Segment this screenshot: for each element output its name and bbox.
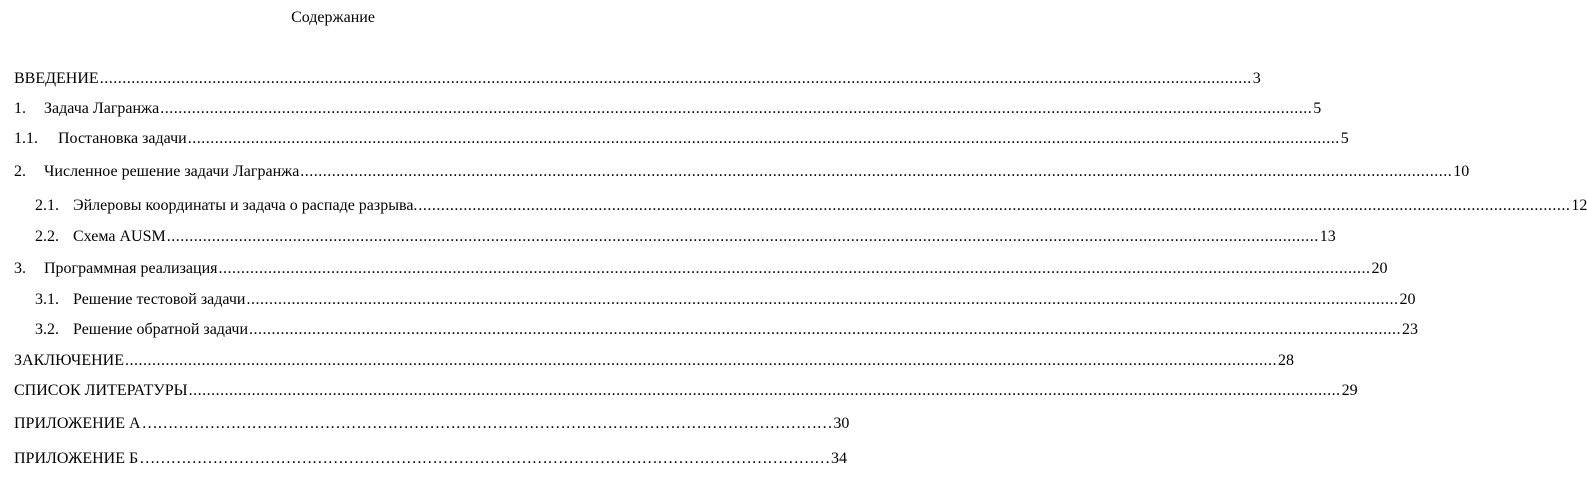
toc-entry-number: 2.1. [35,197,59,214]
toc-entry-number: 3.1. [35,291,59,308]
toc-entry-leader: ................................................................................................................................................................................................................................................................ [218,260,1371,277]
toc-entry-leader: ................................................................................................................................................................................................................................................................ [246,291,1399,308]
toc-entry-page: 3 [1252,70,1261,87]
toc-entry-page: 34 [831,450,848,467]
toc-entry-label: ПРИЛОЖЕНИЕ Б [14,450,139,467]
toc-entry-page: 30 [833,415,850,432]
toc-entry-appendix-a [14,414,850,434]
toc-entry-section-1-1 [14,129,1349,149]
toc-entry-introduction [14,69,1261,89]
toc-entry-section-3-1 [35,290,1416,310]
toc-entry-label: ЗАКЛЮЧЕНИЕ [14,352,124,369]
toc-entry-number: 1. [14,100,26,117]
toc-entry-label: СПИСОК ЛИТЕРАТУРЫ [14,382,188,399]
toc-entry-page: 20 [1399,291,1416,308]
toc-entry-section-2-2 [35,227,1336,247]
toc-entry-page: 29 [1341,382,1358,399]
toc-entry-leader: ................................................................................................................................................................................................................................................................ [249,321,1402,338]
toc-entry-leader: ................................................................................................................................................................................................................................................................ [187,130,1340,147]
toc-entry-appendix-b [14,449,848,469]
toc-entry-label: Задача Лагранжа [44,100,160,117]
toc-entry-page: 5 [1313,100,1322,117]
toc-entry-section-2-1 [35,196,1587,216]
toc-entry-page: 23 [1402,321,1419,338]
toc-entry-page: 5 [1340,130,1349,147]
toc-entry-section-2 [14,162,1470,182]
toc-entry-page: 12 [1571,197,1587,214]
toc-entry-section-1 [14,99,1322,119]
toc-entry-label: Программная реализация [44,260,218,277]
toc-entry-leader: ................................................................................................................................................................................................................................................................ [418,197,1571,214]
toc-entry-leader: …………………………………………………………………………………………………………………… [141,415,833,432]
toc-entry-page: 28 [1277,352,1294,369]
toc-entry-section-3 [14,259,1388,279]
toc-entry-leader: ................................................................................................................................................................................................................................................................ [166,228,1319,245]
toc-entry-page: 13 [1319,228,1336,245]
toc-entry-references [14,381,1358,401]
toc-entry-leader: ................................................................................................................................................................................................................................................................ [188,382,1341,399]
toc-entry-page: 10 [1453,163,1470,180]
toc-entry-label: Схема AUSM [73,228,166,245]
toc-entry-label: Численное решение задачи Лагранжа [44,163,300,180]
toc-entry-page: 20 [1371,260,1388,277]
toc-entry-number: 2.2. [35,228,59,245]
toc-entry-leader: …………………………………………………………………………………………………………………… [139,450,831,467]
toc-entry-label: Решение обратной задачи [73,321,249,338]
toc-entry-leader: ................................................................................................................................................................................................................................................................ [300,163,1453,180]
toc-title: Содержание [291,9,375,26]
toc-entry-number: 3. [14,260,26,277]
toc-entry-leader: ................................................................................................................................................................................................................................................................ [160,100,1313,117]
toc-entry-section-3-2 [35,320,1419,340]
toc-entry-number: 1.1. [14,130,38,147]
toc-entry-label: ВВЕДЕНИЕ [14,70,99,87]
toc-entry-number: 3.2. [35,321,59,338]
toc-entry-conclusion [14,351,1294,371]
toc-entry-label: Эйлеровы координаты и задача о распаде разрыва. [73,197,418,214]
toc-entry-label: Решение тестовой задачи [73,291,246,308]
toc-entry-number: 2. [14,163,26,180]
toc-entry-leader: ................................................................................................................................................................................................................................................................ [124,352,1277,369]
toc-entry-label: ПРИЛОЖЕНИЕ А [14,415,141,432]
toc-entry-leader: ................................................................................................................................................................................................................................................................ [99,70,1252,87]
toc-entry-label: Постановка задачи [58,130,187,147]
